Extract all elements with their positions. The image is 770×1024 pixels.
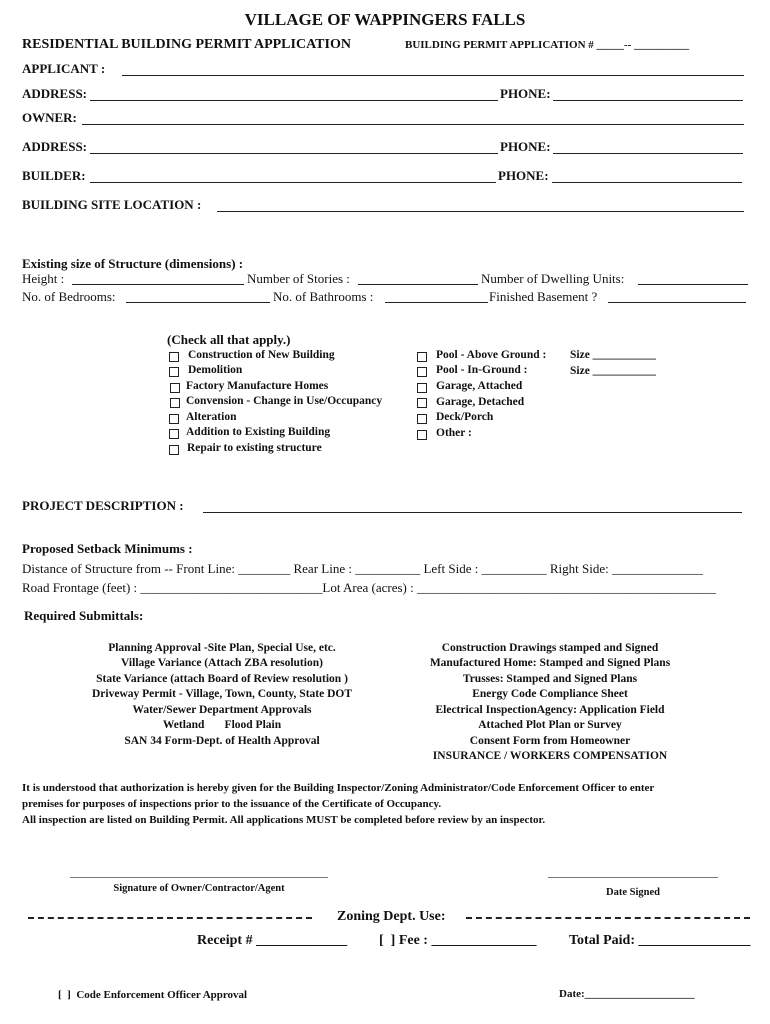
- checkbox-addition[interactable]: [169, 429, 179, 439]
- label-addition: Addition to Existing Building: [186, 426, 331, 438]
- label-garage-attached: Garage, Attached: [436, 380, 523, 392]
- dwelling-units-label: Number of Dwelling Units:: [481, 271, 625, 286]
- setback-heading: Proposed Setback Minimums :: [22, 541, 193, 556]
- page-title: VILLAGE OF WAPPINGERS FALLS: [244, 10, 526, 29]
- owner-label: OWNER:: [22, 110, 77, 125]
- label-factory-homes: Factory Manufacture Homes: [186, 380, 329, 392]
- submittal-left-item: State Variance (attach Board of Review resolution ): [96, 673, 348, 685]
- stories-field[interactable]: [358, 284, 478, 285]
- bedrooms-field[interactable]: [126, 302, 270, 303]
- label-pool-in-ground: Pool - In-Ground :: [436, 364, 528, 376]
- checkbox-pool-above-ground[interactable]: [417, 352, 427, 362]
- checkbox-repair[interactable]: [169, 445, 179, 455]
- checkbox-new-building[interactable]: [169, 352, 179, 362]
- date-signed-label: Date Signed: [606, 887, 660, 898]
- label-change-in-use: Convension - Change in Use/Occupancy: [186, 395, 383, 407]
- applicant-address-label: ADDRESS:: [22, 86, 88, 101]
- label-other: Other :: [436, 427, 472, 439]
- builder-phone-label: PHONE:: [498, 168, 549, 183]
- basement-label: Finished Basement ?: [489, 289, 598, 304]
- stories-label: Number of Stories :: [247, 271, 350, 286]
- label-garage-detached: Garage, Detached: [436, 396, 525, 408]
- authorization-line: premises for purposes of inspections prior to the issuance of the Certificate of Occupancy.: [22, 798, 442, 810]
- submittal-right-item: Attached Plot Plan or Survey: [478, 719, 622, 731]
- label-new-building: Construction of New Building: [188, 349, 335, 361]
- submittal-left-item: Planning Approval -Site Plan, Special Use, etc.: [108, 642, 336, 654]
- authorization-line: It is understood that authorization is hereby given for the Building Inspector/Zoning Administrator/Code Enforcement Officer to enter: [22, 782, 655, 794]
- checkbox-factory-homes[interactable]: [170, 383, 180, 393]
- applicant-phone-label: PHONE:: [500, 86, 551, 101]
- total-paid-field[interactable]: Total Paid: ________________: [569, 933, 751, 948]
- owner-address-label: ADDRESS:: [22, 139, 88, 154]
- project-description-label: PROJECT DESCRIPTION :: [22, 498, 184, 513]
- submittal-left-item: Water/Sewer Department Approvals: [132, 704, 312, 716]
- submittal-left-item: Driveway Permit - Village, Town, County, State DOT: [91, 688, 353, 700]
- label-repair: Repair to existing structure: [187, 442, 322, 454]
- fee-field[interactable]: [ ] Fee : _______________: [379, 933, 537, 948]
- form-name: RESIDENTIAL BUILDING PERMIT APPLICATION: [22, 37, 351, 52]
- applicant-field[interactable]: [122, 75, 744, 76]
- pool-in-ground-size-field[interactable]: Size ___________: [570, 365, 656, 377]
- bathrooms-label: No. of Bathrooms :: [273, 289, 374, 304]
- bedrooms-label: No. of Bedrooms:: [22, 289, 116, 304]
- existing-size-heading: Existing size of Structure (dimensions) :: [22, 256, 244, 271]
- builder-phone-field[interactable]: [552, 182, 742, 183]
- check-heading: (Check all that apply.): [167, 332, 291, 347]
- height-label: Height :: [22, 271, 65, 286]
- permit-number-field[interactable]: BUILDING PERMIT APPLICATION # _____-- __________: [405, 39, 690, 51]
- submittal-right-item: Consent Form from Homeowner: [469, 735, 631, 747]
- submittal-left-item: SAN 34 Form-Dept. of Health Approval: [124, 735, 320, 747]
- label-demolition: Demolition: [188, 364, 243, 376]
- submittal-right-item: Construction Drawings stamped and Signed: [441, 642, 659, 654]
- submittal-right-item: Manufactured Home: Stamped and Signed Plans: [429, 657, 671, 669]
- bathrooms-field[interactable]: [385, 302, 488, 303]
- applicant-address-field[interactable]: [90, 100, 498, 101]
- submittal-left-item: Village Variance (Attach ZBA resolution): [121, 657, 323, 669]
- checkbox-pool-in-ground[interactable]: [417, 367, 427, 377]
- builder-field[interactable]: [90, 182, 496, 183]
- submittal-left-item: Wetland Flood Plain: [162, 719, 282, 731]
- submittals-heading: Required Submittals:: [24, 608, 144, 623]
- label-deck-porch: Deck/Porch: [436, 411, 494, 423]
- owner-address-field[interactable]: [90, 153, 498, 154]
- applicant-label: APPLICANT :: [22, 61, 106, 76]
- zoning-label: Zoning Dept. Use:: [337, 909, 446, 924]
- date-signed-field[interactable]: [548, 877, 718, 878]
- submittal-right-item: Trusses: Stamped and Signed Plans: [462, 673, 638, 685]
- signature-label: Signature of Owner/Contractor/Agent: [113, 883, 285, 894]
- code-enforcement-approval[interactable]: [ ] Code Enforcement Officer Approval: [58, 989, 248, 1001]
- zoning-divider-left: [28, 917, 312, 919]
- checkbox-garage-attached[interactable]: [417, 383, 427, 393]
- authorization-line: All inspection are listed on Building Permit. All applications MUST be completed before review by an inspector.: [22, 814, 546, 826]
- checkbox-demolition[interactable]: [169, 367, 179, 377]
- label-pool-above-ground: Pool - Above Ground :: [436, 349, 547, 361]
- applicant-phone-field[interactable]: [553, 100, 743, 101]
- owner-field[interactable]: [82, 124, 744, 125]
- builder-label: BUILDER:: [22, 168, 86, 183]
- checkbox-change-in-use[interactable]: [170, 398, 180, 408]
- road-frontage-lot-area[interactable]: Road Frontage (feet) : ____________________________Lot Area (acres) : ______________________________________________: [22, 580, 716, 595]
- checkbox-deck-porch[interactable]: [417, 414, 427, 424]
- basement-field[interactable]: [608, 302, 746, 303]
- site-location-label: BUILDING SITE LOCATION :: [22, 197, 202, 212]
- setback-distances[interactable]: Distance of Structure from -- Front Line: ________ Rear Line : __________ Left Side : __________ Right Side: ______________: [22, 561, 703, 576]
- dwelling-units-field[interactable]: [638, 284, 748, 285]
- checkbox-alteration[interactable]: [169, 414, 179, 424]
- submittal-right-item: INSURANCE / WORKERS COMPENSATION: [432, 750, 668, 762]
- owner-phone-label: PHONE:: [500, 139, 551, 154]
- project-description-field[interactable]: [203, 512, 742, 513]
- height-field[interactable]: [72, 284, 244, 285]
- approval-date-field[interactable]: Date:____________________: [559, 988, 695, 1000]
- owner-phone-field[interactable]: [553, 153, 743, 154]
- zoning-divider-right: [466, 917, 750, 919]
- submittal-right-item: Energy Code Compliance Sheet: [472, 688, 628, 700]
- pool-above-size-field[interactable]: Size ___________: [570, 349, 656, 361]
- checkbox-garage-detached[interactable]: [417, 398, 427, 408]
- label-alteration: Alteration: [186, 411, 237, 423]
- checkbox-other[interactable]: [417, 430, 427, 440]
- site-location-field[interactable]: [217, 211, 744, 212]
- owner-signature-field[interactable]: [70, 877, 328, 878]
- receipt-field[interactable]: Receipt # _____________: [197, 933, 348, 948]
- submittal-right-item: Electrical InspectionAgency: Application Field: [435, 704, 665, 716]
